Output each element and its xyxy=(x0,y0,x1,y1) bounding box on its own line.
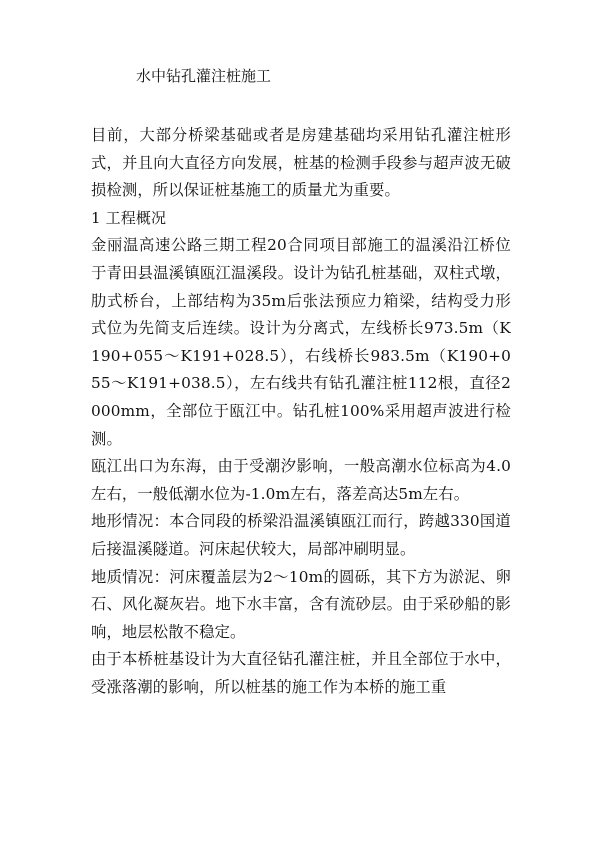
document-body xyxy=(91,122,511,701)
paragraph-project: 金丽温高速公路三期工程20合同项目部施工的温溪沿江桥位于青田县温溪镇瓯江温溪段。设计为钻孔桩基础，双柱式墩，肋式桥台，上部结构为35m后张法预应力箱梁，结构受力形式位为先简支后连续。设计为分离式，左线桥长973.5m（K190+055～K191+028.5），右线桥长983.5m（K190+055～K191+038.5），左右线共有钻孔灌注桩112根，直径2000mm，全部位于瓯江中。钻孔桩100%采用超声波进行检测。 xyxy=(91,236,511,448)
document-title: 水中钻孔灌注桩施工 xyxy=(136,67,272,85)
paragraph-construction: 由于本桥桩基设计为大直径钻孔灌注桩，并且全部位于水中，受涨落潮的影响，所以桩基的施工作为本桥的施工重 xyxy=(91,650,511,696)
paragraph-terrain: 地形情况：本合同段的桥梁沿温溪镇瓯江而行，跨越330国道后接温溪隧道。河床起伏较大，局部冲刷明显。 xyxy=(91,512,511,558)
paragraph-geology: 地质情况：河床覆盖层为2～10m的圆砾，其下方为淤泥、卵石、风化凝灰岩。地下水丰富，含有流砂层。由于采砂船的影响，地层松散不稳定。 xyxy=(91,567,511,641)
paragraph-tide: 瓯江出口为东海，由于受潮汐影响，一般高潮水位标高为4.0左右，一般低潮水位为-1.0m左右，落差高达5m左右。 xyxy=(91,457,511,503)
paragraph-intro: 目前，大部分桥梁基础或者是房建基础均采用钻孔灌注桩形式，并且向大直径方向发展，桩基的检测手段参与超声波无破损检测，所以保证桩基施工的质量尤为重要。 xyxy=(91,126,511,200)
section-heading-overview: 1 工程概况 xyxy=(91,208,167,227)
